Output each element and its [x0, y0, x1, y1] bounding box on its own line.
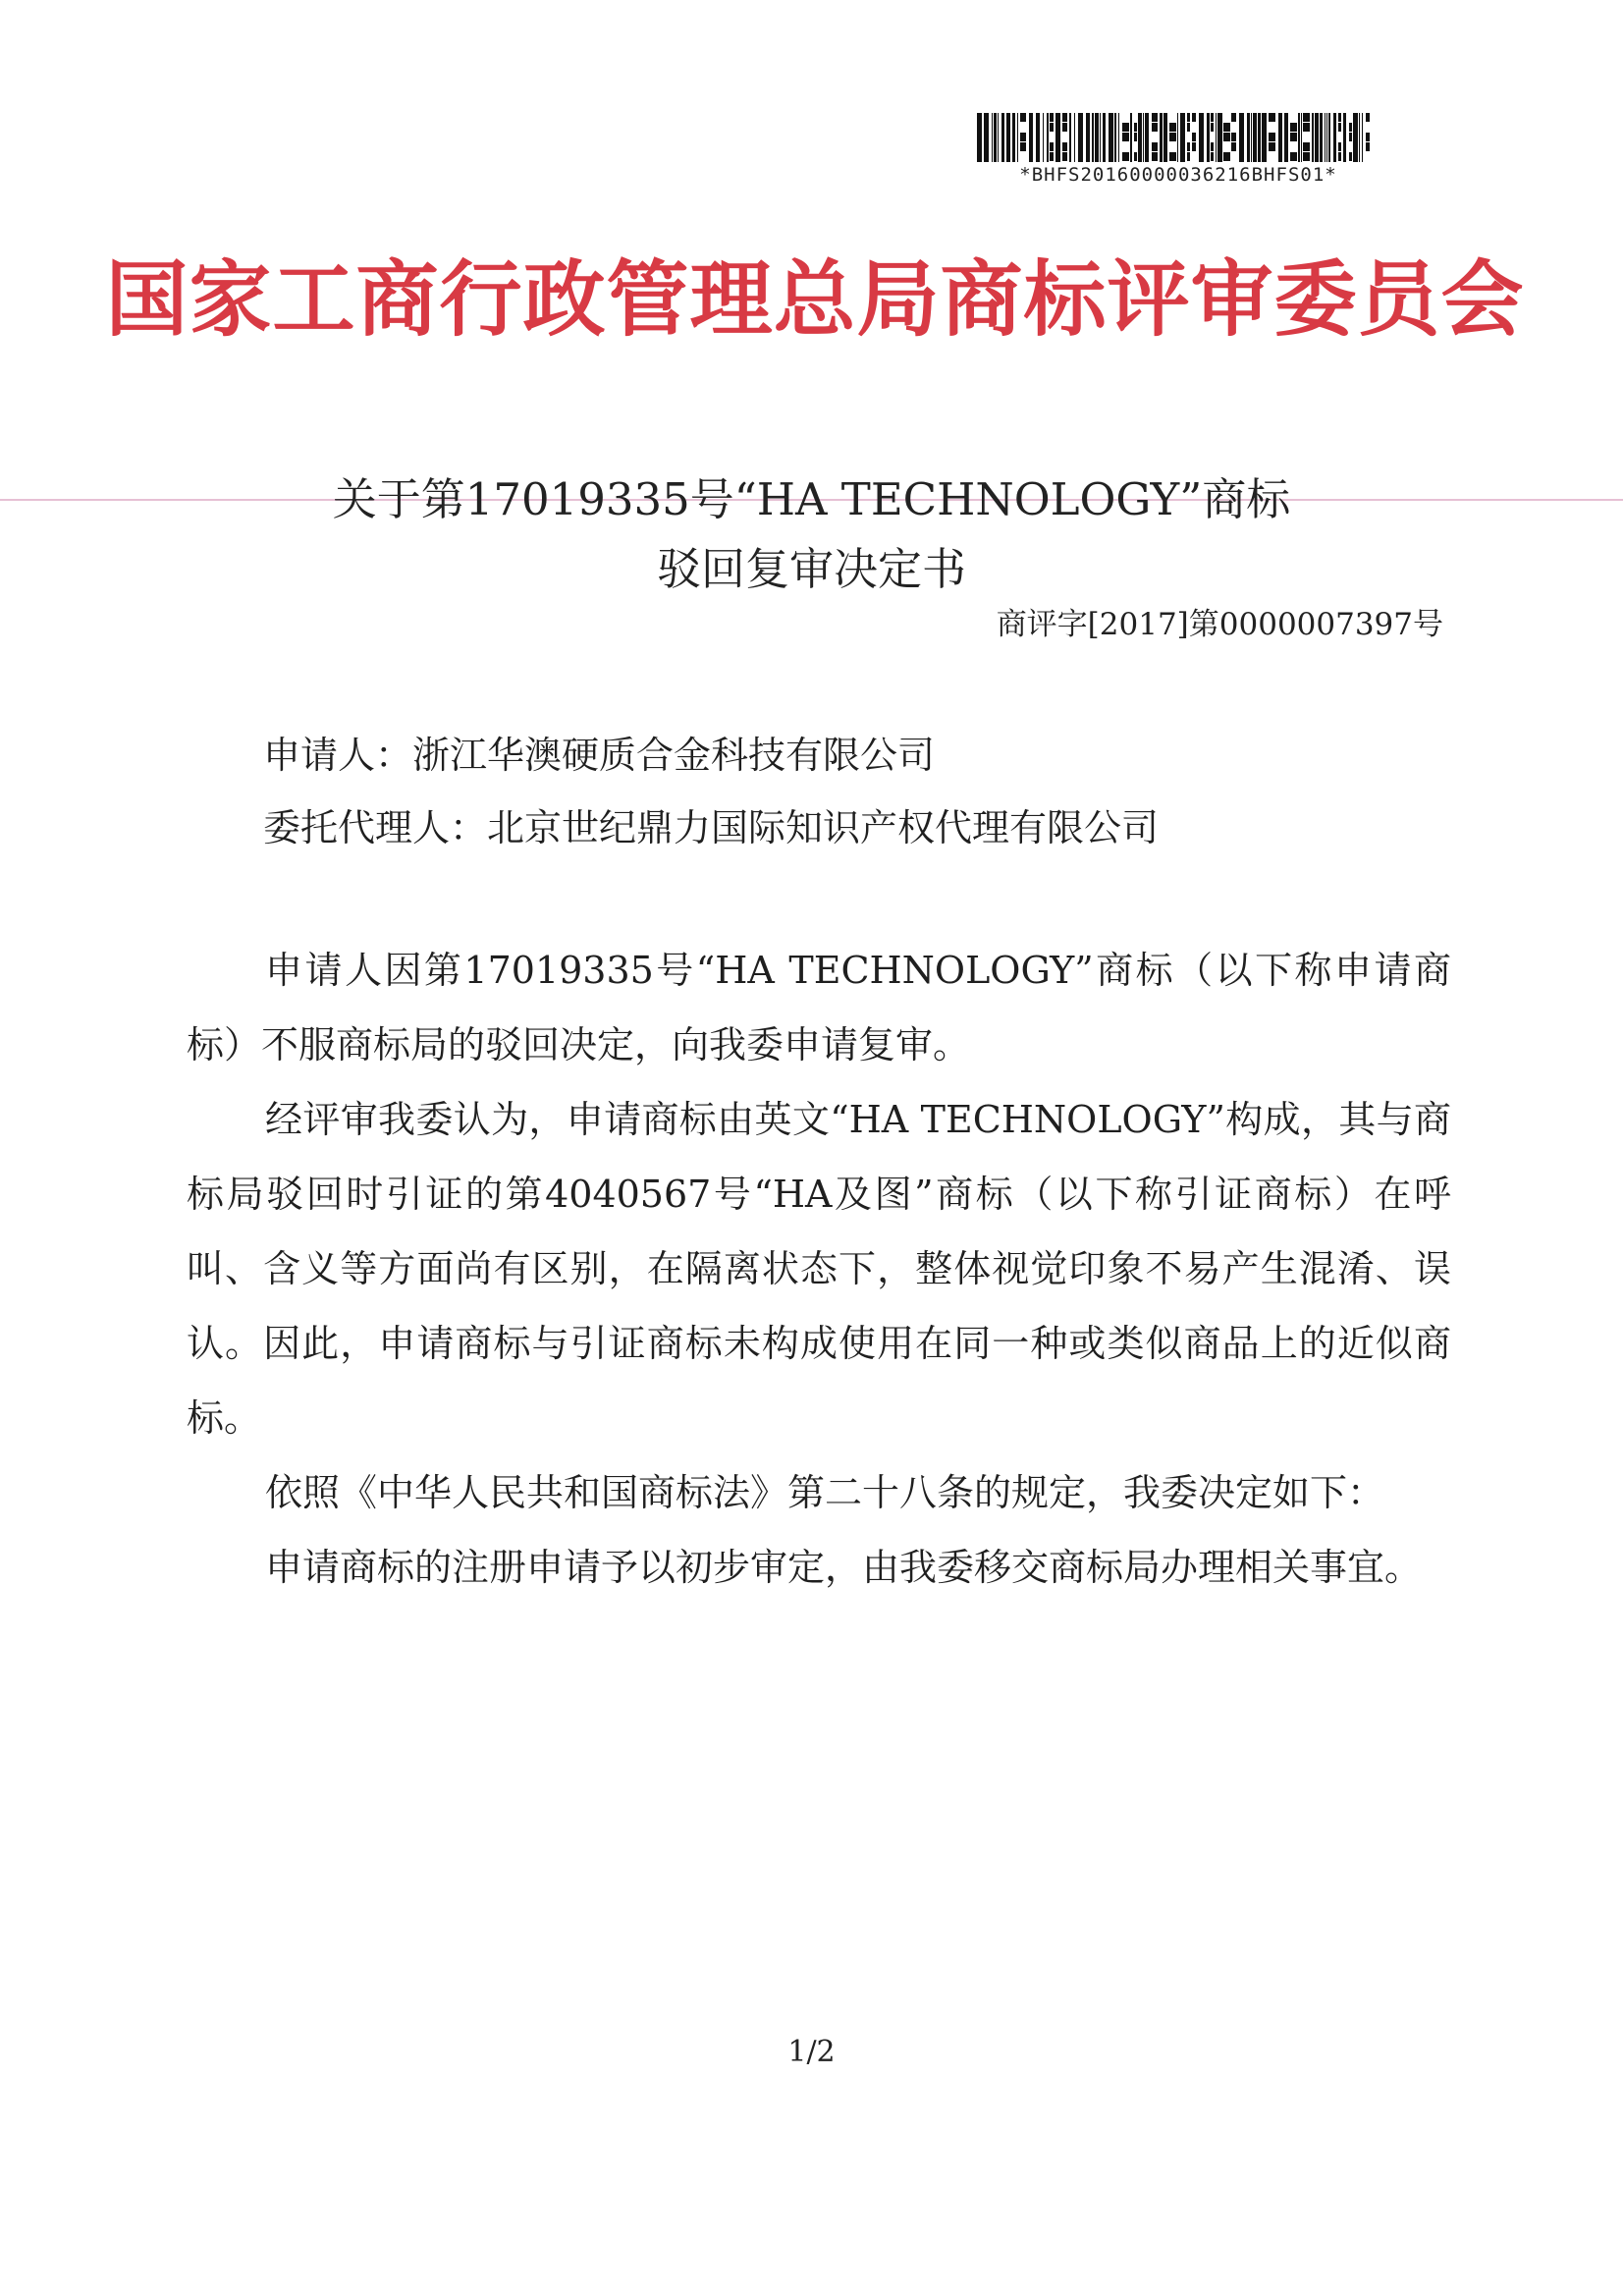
agent-line: 委托代理人：北京世纪鼎力国际知识产权代理有限公司	[263, 806, 1160, 849]
decision-body	[187, 933, 1451, 1605]
applicant-line: 申请人：浙江华澳硬质合金科技有限公司	[263, 734, 936, 777]
document-title-line1: 关于第17019335号“HA TECHNOLOGY”商标	[332, 473, 1291, 525]
barcode	[977, 113, 1370, 162]
barcode-text: *BHFS20160000036216BHFS01*	[1019, 164, 1337, 186]
barcode-block	[972, 113, 1384, 191]
document-title-line2: 驳回复审决定书	[656, 543, 966, 595]
body-paragraph: 申请人因第17019335号“HA TECHNOLOGY”商标（以下称申请商标）不服商标局的驳回决定，向我委申请复审。	[187, 949, 1451, 1066]
body-paragraph: 申请商标的注册申请予以初步审定，由我委移交商标局办理相关事宜。	[265, 1546, 1423, 1589]
agency-header: 国家工商行政管理总局商标评审委员会	[105, 251, 1525, 348]
page-number: 1/2	[787, 2035, 836, 2069]
body-paragraph: 经评审我委认为，申请商标由英文“HA TECHNOLOGY”构成，其与商标局驳回时引证的第4040567号“HA及图”商标（以下称引证商标）在呼叫、含义等方面尚有区别，在隔离状态下，整体视觉印象不易产生混淆、误认。因此，申请商标与引证商标未构成使用在同一种或类似商品上的近似商标。	[187, 1098, 1451, 1440]
document-number: 商评字[2017]第0000007397号	[996, 607, 1443, 642]
body-paragraph: 依照《中华人民共和国商标法》第二十八条的规定，我委决定如下：	[265, 1471, 1385, 1514]
